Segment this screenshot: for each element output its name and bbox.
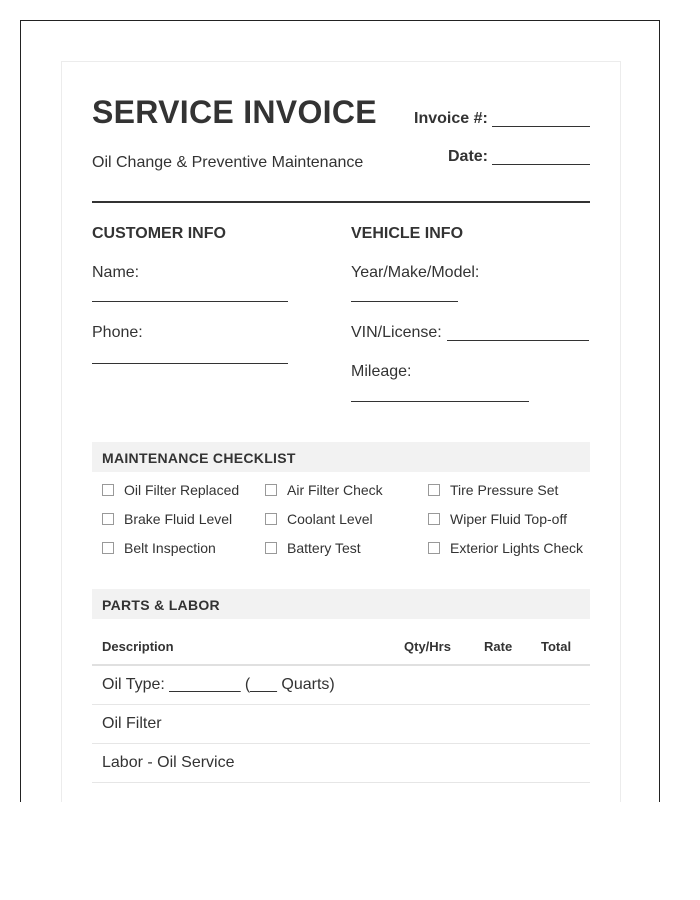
checklist-item[interactable]: Exterior Lights Check [428,540,583,556]
date-field[interactable] [492,164,590,165]
name-label: Name: [92,264,140,281]
invoice-number-label: Invoice #: [414,110,488,127]
header-divider [92,201,590,203]
column-header-description: Description [102,639,174,654]
checkbox[interactable] [265,484,277,496]
checklist-header [92,442,590,472]
checklist-item[interactable]: Coolant Level [265,511,373,527]
table-row: Oil Filter [102,715,162,732]
checkbox[interactable] [428,542,440,554]
vin-license-label: VIN/License: [351,324,442,341]
checklist-item[interactable]: Brake Fluid Level [102,511,232,527]
column-header-rate: Rate [484,639,513,654]
row-divider [92,743,590,744]
table-header-divider [92,664,590,666]
name-field[interactable] [92,301,288,302]
vin-license-field[interactable] [447,340,589,341]
checkbox[interactable] [428,484,440,496]
column-header-qty-hrs: Qty/Hrs [404,639,451,654]
customer-info-heading: CUSTOMER INFO [92,225,226,242]
checkbox[interactable] [102,542,114,554]
table-row: Oil Type: ________ (___ Quarts) [102,676,335,693]
year-make-model-field[interactable] [351,301,458,302]
row-divider [92,782,590,783]
checklist-item[interactable]: Wiper Fluid Top-off [428,511,567,527]
checklist-item[interactable]: Tire Pressure Set [428,482,558,498]
checklist-heading: MAINTENANCE CHECKLIST [102,450,296,466]
mileage-field[interactable] [351,401,529,402]
checkbox[interactable] [102,484,114,496]
page-title: SERVICE INVOICE [92,94,377,130]
checklist-item[interactable]: Belt Inspection [102,540,216,556]
checklist-item[interactable]: Battery Test [265,540,361,556]
checkbox[interactable] [265,542,277,554]
date-label: Date: [448,148,489,165]
invoice-number-field[interactable] [492,126,590,127]
checklist-item[interactable]: Air Filter Check [265,482,383,498]
table-row: Labor - Oil Service [102,754,235,771]
year-make-model-label: Year/Make/Model: [351,264,480,281]
checkbox[interactable] [265,513,277,525]
page-subtitle: Oil Change & Preventive Maintenance [92,154,364,171]
checkbox[interactable] [102,513,114,525]
mileage-label: Mileage: [351,363,412,380]
checklist-item[interactable]: Oil Filter Replaced [102,482,239,498]
parts-labor-heading: PARTS & LABOR [102,597,220,613]
phone-field[interactable] [92,363,288,364]
parts-labor-header [92,589,590,619]
column-header-total: Total [541,639,572,654]
row-divider [92,704,590,705]
checkbox[interactable] [428,513,440,525]
phone-label: Phone: [92,324,143,341]
vehicle-info-heading: VEHICLE INFO [351,225,464,242]
